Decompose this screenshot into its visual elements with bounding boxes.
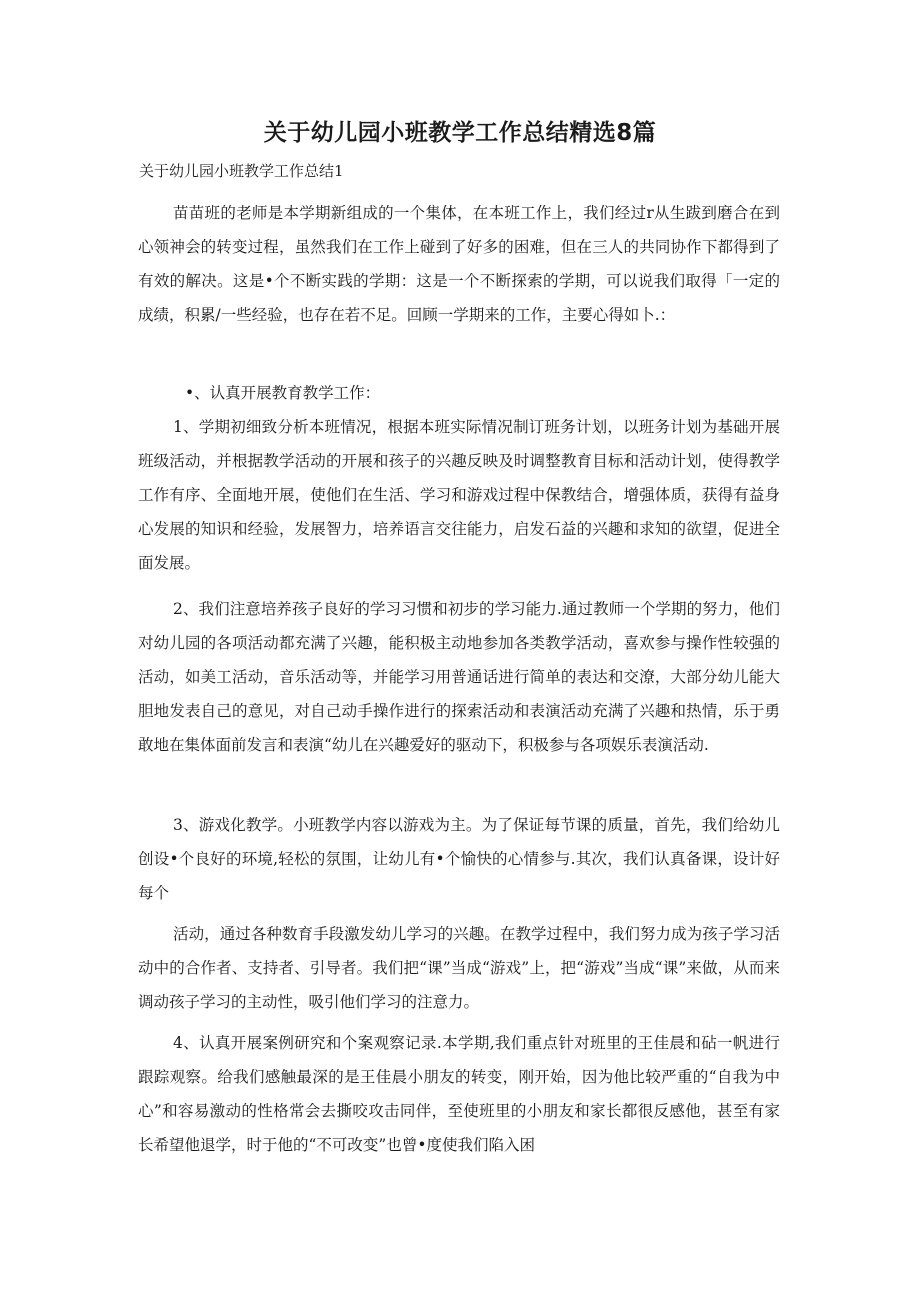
paragraph-item-4: 4、认真开展案例研究和个案观察记录.本学期,我们重点针对班里的王佳晨和砧一帆进行跟踪观察。给我们感触最深的是王佳晨小朋友的转变，刚开始，因为他比较严重的“自我为中心”和容易激动的性格常会去撕咬攻击同伴，至使班里的小朋友和家长都很反感他，甚至有家长希望他退学，时于他的“不可改变”也曾•度使我们陷入困 (138, 1034, 780, 1154)
document-title: 关于幼儿园小班教学工作总结精选8篇 (263, 120, 657, 146)
section-heading-1: •、认真开展教育教学工作： (185, 384, 381, 402)
paragraph-item-3: 3、游戏化教学。小班教学内容以游戏为主。为了保证每节课的质量，首先，我们给幼儿创设•个良好的环境,轻松的氛围，让幼儿有•个愉快的心情参与.其次，我们认真备课，设计好每个 (138, 816, 780, 902)
paragraph-item-3-continued: 活动，通过各种数育手段激发幼儿学习的兴趣。在教学过程中，我们努力成为孩子学习活动中的合作者、支持者、引导者。我们把“课”当成“游戏”上，把“游戏”当成“课”来做，从而来调动孩子学习的主动性，吸引他们学习的注意力。 (138, 925, 780, 1011)
paragraph-item-2: 2、我们注意培养孩子良好的学习习惯和初步的学习能力.通过教师一个学期的努力，他们对幼儿园的各项活动都充满了兴趣，能积极主动地参加各类教学活动，喜欢参与操作性较强的活动，如美工活动，音乐活动等，并能学习用普通话进行简单的表达和交潦，大部分幼儿能大胆地发表自己的意见，对自己动手操作进行的探索活动和表演活动充满了兴趣和热情，乐于勇敢地在集体面前发言和表演“幼儿在兴趣爱好的驱动下，积极参与各项娱乐表演活动. (138, 600, 780, 754)
section-subtitle: 关于幼儿园小班教学工作总结1 (139, 162, 344, 180)
paragraph-intro: 苗苗班的老师是本学期新组成的一个集体，在本班工作上，我们经过r从生跋到磨合在到心领神会的转变过程，虽然我们在工作上碰到了好多的困难，但在三人的共同协作下都得到了有效的解决。这是•个不断实践的学期：这是一个不断探索的学期，可以说我们取得「一定的成绩，积累/一些经验，也存在若不足。回顾一学期来的工作，主要心得如卜.： (138, 204, 780, 324)
paragraph-item-1: 1、学期初细致分析本班情况，根据本班实际情况制订班务计划，以班务计划为基础开展班级活动，并根据教学活动的开展和孩子的兴趣反映及时调整教育目标和活动计划，使得教学工作有序、全面地开展，使他们在生活、学习和游戏过程中保教结合，增强体质，获得有益身心发展的知识和经验，发展智力，培养语言交往能力，启发石益的兴趣和求知的欲望，促进全面发展。 (138, 418, 780, 572)
